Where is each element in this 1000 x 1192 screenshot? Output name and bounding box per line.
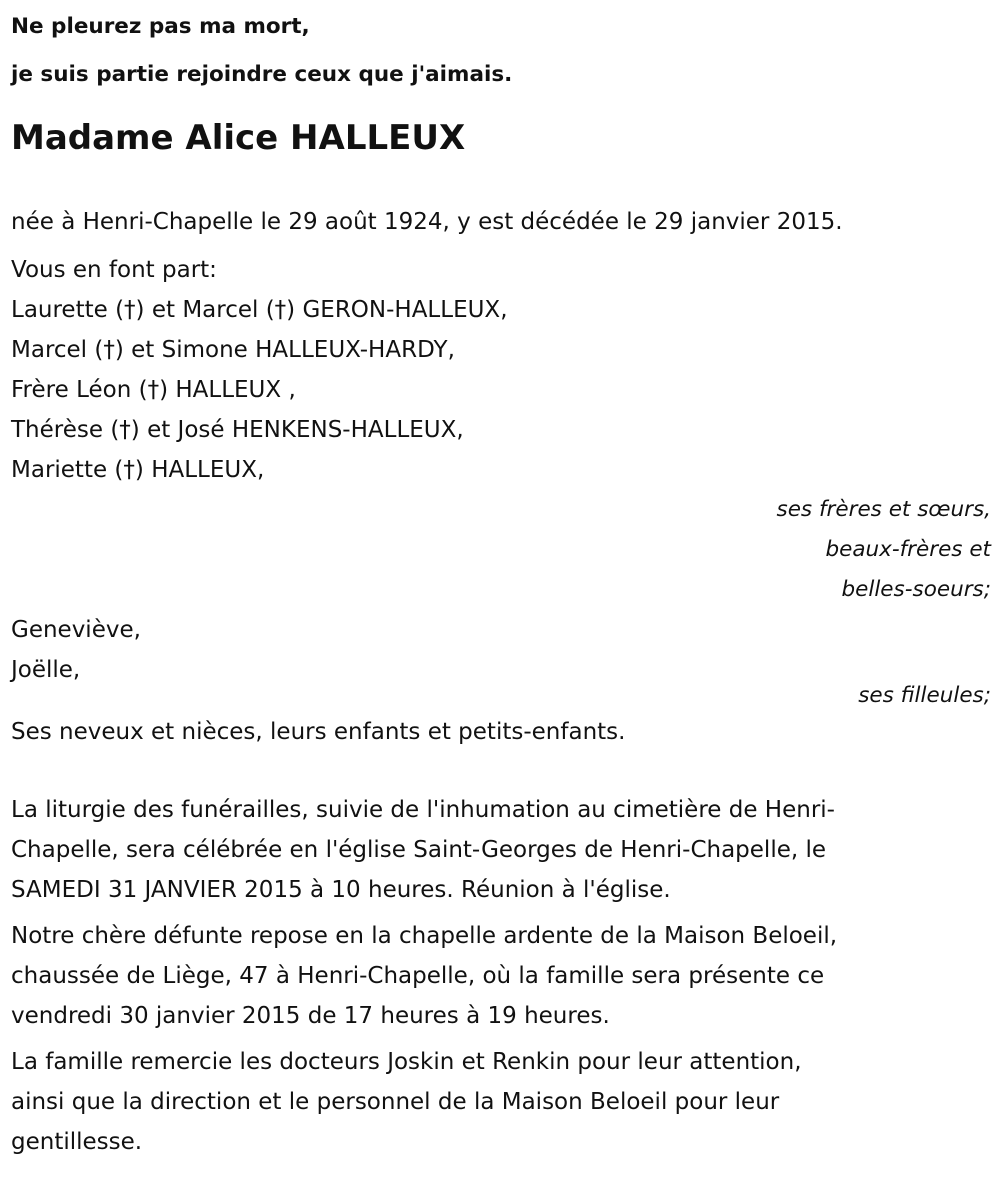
thanks-line: ainsi que la direction et le personnel de la Maison Beloeil pour leur xyxy=(11,1089,780,1115)
liturgy-paragraph xyxy=(11,790,991,910)
godchild-line: Geneviève, xyxy=(11,617,141,643)
sibling-line: Laurette (†) et Marcel (†) GERON-HALLEUX, xyxy=(11,297,508,323)
godchildren-role: ses filleules; xyxy=(858,683,991,708)
godchild-line: Joëlle, xyxy=(11,657,81,683)
sibling-line: Marcel (†) et Simone HALLEUX-HARDY, xyxy=(11,337,455,363)
role-line: ses frères et sœurs, xyxy=(776,497,991,522)
role-line: beaux-frères et xyxy=(825,537,991,562)
sibling-line: Mariette (†) HALLEUX, xyxy=(11,457,265,483)
deceased-name: Madame Alice HALLEUX xyxy=(11,118,466,158)
godchildren-list xyxy=(11,610,991,690)
others-line: Ses neveux et nièces, leurs enfants et petits-enfants. xyxy=(11,719,626,745)
siblings-list xyxy=(11,290,991,490)
chapel-paragraph xyxy=(11,916,991,1036)
liturgy-line: SAMEDI 31 JANVIER 2015 à 10 heures. Réunion à l'église. xyxy=(11,877,671,903)
announcement-intro: Vous en font part: xyxy=(11,257,217,283)
chapel-line: vendredi 30 janvier 2015 de 17 heures à 19 heures. xyxy=(11,1003,610,1029)
liturgy-line: La liturgie des funérailles, suivie de l'inhumation au cimetière de Henri- xyxy=(11,797,835,823)
epigraph-line-2: je suis partie rejoindre ceux que j'aimais. xyxy=(11,62,513,87)
sibling-line: Thérèse (†) et José HENKENS-HALLEUX, xyxy=(11,417,464,443)
sibling-line: Frère Léon (†) HALLEUX , xyxy=(11,377,296,403)
thanks-paragraph xyxy=(11,1042,991,1162)
thanks-line: gentillesse. xyxy=(11,1129,143,1155)
epigraph-line-1: Ne pleurez pas ma mort, xyxy=(11,14,310,39)
siblings-role xyxy=(11,490,991,610)
chapel-line: Notre chère défunte repose en la chapelle ardente de la Maison Beloeil, xyxy=(11,923,838,949)
chapel-line: chaussée de Liège, 47 à Henri-Chapelle, où la famille sera présente ce xyxy=(11,963,825,989)
birth-death-line: née à Henri-Chapelle le 29 août 1924, y est décédée le 29 janvier 2015. xyxy=(11,209,843,235)
obituary-notice xyxy=(11,0,991,1162)
role-line: belles-soeurs; xyxy=(841,577,991,602)
liturgy-line: Chapelle, sera célébrée en l'église Saint-Georges de Henri-Chapelle, le xyxy=(11,837,827,863)
thanks-line: La famille remercie les docteurs Joskin et Renkin pour leur attention, xyxy=(11,1049,802,1075)
